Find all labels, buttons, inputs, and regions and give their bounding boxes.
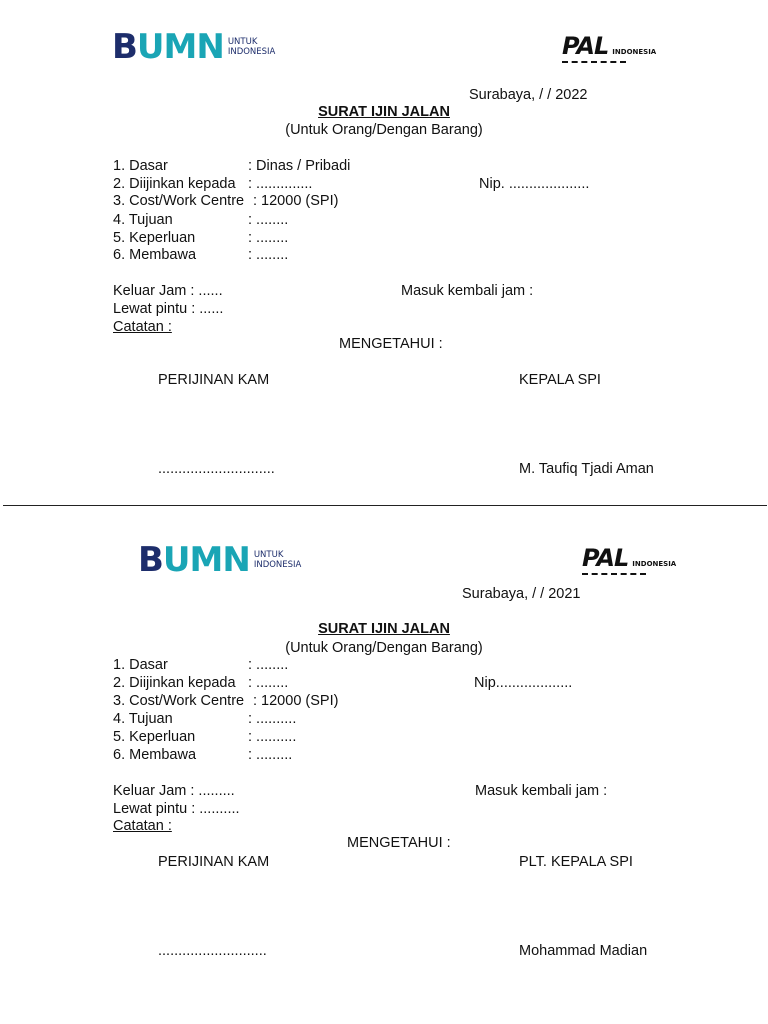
form2-masuk-kembali: Masuk kembali jam :	[475, 783, 608, 799]
form2-item-label: 5. Keperluan	[113, 729, 196, 745]
form2-subtitle: (Untuk Orang/Dengan Barang)	[285, 640, 483, 656]
form2-item-value: : .........	[248, 747, 293, 763]
form1-keluar-jam: Keluar Jam : ......	[113, 283, 223, 299]
form1-item-label: 6. Membawa	[113, 247, 197, 263]
form1-subtitle: (Untuk Orang/Dengan Barang)	[285, 122, 483, 138]
form2-catatan: Catatan :	[113, 818, 172, 834]
form1-item-label: 3. Cost/Work Centre	[113, 193, 245, 209]
form1-masuk-kembali: Masuk kembali jam :	[401, 283, 534, 299]
form1-catatan: Catatan :	[113, 319, 172, 335]
form1-item-label: 5. Keperluan	[113, 230, 196, 246]
form1-item-label: 4. Tujuan	[113, 212, 173, 228]
form2-lewat-pintu: Lewat pintu : ..........	[113, 801, 240, 817]
form2-item-label: 2. Diijinkan kepada	[113, 675, 236, 691]
form2-item-value: : ..........	[248, 711, 297, 727]
form2-mengetahui: MENGETAHUI :	[347, 835, 451, 851]
form1-sign-right-name: M. Taufiq Tjadi Aman	[519, 461, 654, 477]
form2-sign-right-name: Mohammad Madian	[519, 943, 648, 959]
form1-item-value: : 12000 (SPI)	[253, 193, 339, 209]
form1-lewat-pintu: Lewat pintu : ......	[113, 301, 224, 317]
form2-sign-left-name: ...........................	[158, 943, 267, 959]
form1-item-label: 1. Dasar	[113, 158, 168, 174]
form1-item-value: : ........	[248, 212, 289, 228]
form2-item-value: : 12000 (SPI)	[253, 693, 339, 709]
pal-logo: PAL INDONESIA	[562, 34, 656, 58]
form1-item-value: : ........	[248, 230, 289, 246]
form2-item-value: : ..........	[248, 729, 297, 745]
form1-nip: Nip. ....................	[479, 176, 590, 192]
form1-sign-left-name: .............................	[158, 461, 275, 477]
bumn-logo: BUMN UNTUK INDONESIA	[112, 27, 276, 67]
form1-title: SURAT IJIN JALAN	[318, 104, 450, 120]
form2-title: SURAT IJIN JALAN	[318, 621, 450, 637]
form2-sign-right-title: PLT. KEPALA SPI	[519, 854, 633, 870]
page-divider	[3, 505, 767, 506]
form2-item-value: : ........	[248, 675, 289, 691]
form2-item-value: : ........	[248, 657, 289, 673]
form2-sign-left-title: PERIJINAN KAM	[158, 854, 270, 870]
form1-item-value: : ........	[248, 247, 289, 263]
form1-sign-right-title: KEPALA SPI	[519, 372, 601, 388]
form1-item-value: : ..............	[248, 176, 313, 192]
bumn-logo: BUMN UNTUK INDONESIA	[138, 540, 302, 580]
form2-item-label: 1. Dasar	[113, 657, 168, 673]
form2-item-label: 3. Cost/Work Centre	[113, 693, 245, 709]
form1-item-value: : Dinas / Pribadi	[248, 158, 351, 174]
form2-item-label: 6. Membawa	[113, 747, 197, 763]
form1-sign-left-title: PERIJINAN KAM	[158, 372, 270, 388]
form2-nip: Nip...................	[474, 675, 573, 691]
form1-date: Surabaya, / / 2022	[469, 87, 588, 103]
form1-mengetahui: MENGETAHUI :	[339, 336, 443, 352]
form1-item-label: 2. Diijinkan kepada	[113, 176, 236, 192]
pal-logo: PAL INDONESIA	[582, 546, 676, 570]
form2-keluar-jam: Keluar Jam : .........	[113, 783, 235, 799]
form2-date: Surabaya, / / 2021	[462, 586, 581, 602]
form2-item-label: 4. Tujuan	[113, 711, 173, 727]
